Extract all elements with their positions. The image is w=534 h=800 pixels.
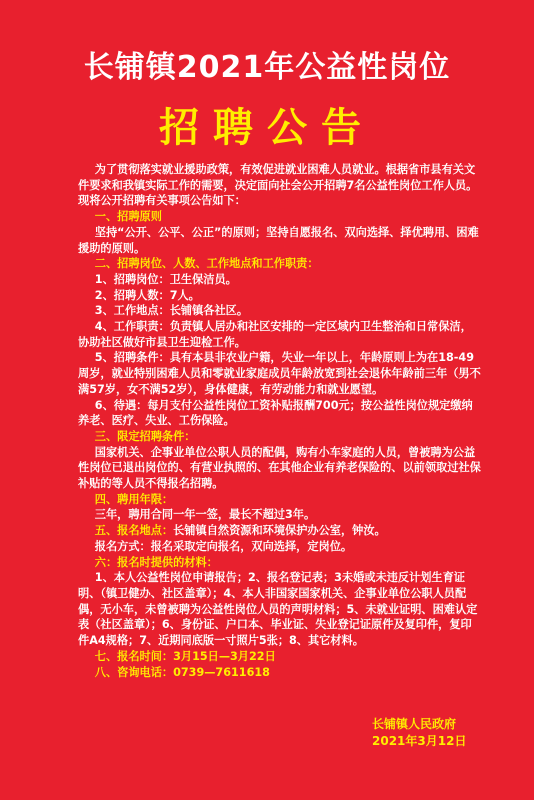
poster-subtitle: 招聘公告	[159, 104, 375, 151]
section-2-item: 6、待遇：每月支付公益性岗位工资补贴报酬700元；按公益性岗位规定缴纳养老、医疗、失业、工伤保险。	[78, 398, 473, 428]
poster-title: 长铺镇2021年公益性岗位	[83, 50, 451, 85]
section-2-item: 1、招聘岗位：卫生保洁员。	[94, 272, 237, 286]
section-4-text: 三年，聘用合同一年一签，最长不超过3年。	[94, 508, 316, 522]
section-2-item: 4、工作职责：负责镇人居办和社区安排的一定区域内卫生整治和日常保洁，协助社区做好市县卫生迎检工作。	[78, 320, 472, 349]
section-3-text: 国家机关、企事业单位公职人员的配偶，购有小车家庭的人员，曾被聘为公益性岗位已退出岗位的、有营业执照的、在其他企业有养老保险的、以前领取过社保补贴的等人员不得报名招聘。	[78, 445, 481, 491]
section-7-line: 七、报名时间：3月15日—3月22日	[94, 649, 276, 663]
section-1-heading: 一、招聘原则	[94, 210, 162, 224]
signature-date: 2021年3月12日	[372, 734, 467, 748]
section-4-heading: 四、聘用年限：	[94, 492, 174, 506]
announcement-body	[78, 162, 482, 680]
section-3-heading: 三、限定招聘条件：	[94, 429, 196, 443]
section-1-text: 坚持“公开、公平、公正”的原则；坚持自愿报名、双向选择、择优聘用、困难援助的原则。	[78, 225, 479, 255]
section-2-item: 5、招聘条件：具有本县非农业户籍，失业一年以上，年龄原则上为在18-49周岁，就业特别困难人员和零就业家庭成员年龄放宽到社会退休年龄前三年（男不满57岁，女不满52岁），身体健康，有劳动能力和就业愿望。	[78, 351, 481, 396]
signature-block	[372, 716, 492, 750]
section-5-heading: 五、报名地点：	[94, 524, 174, 538]
section-2-item: 2、招聘人数：7人。	[94, 288, 200, 302]
signature-org: 长铺镇人民政府	[372, 717, 457, 731]
section-2-item: 3、工作地点：长铺镇各社区。	[94, 304, 249, 318]
section-6-heading: 六：报名时提供的材料：	[94, 555, 218, 569]
section-5-method: 报名方式：报名采取定向报名，双向选择，定岗位。	[94, 539, 353, 553]
section-5-place: 长铺镇自然资源和环境保护办公室，钟汝。	[173, 524, 386, 538]
section-5-line	[78, 523, 482, 539]
section-2-heading: 二、招聘岗位、人数、工作地点和工作职责：	[94, 257, 319, 271]
section-8-line: 八、咨询电话：0739—7611618	[94, 665, 270, 679]
intro-paragraph: 为了贯彻落实就业援助政策，有效促进就业困难人员就业。根据省市县有关文件要求和我镇实际工作的需要，决定面向社会公开招聘7名公益性岗位工作人员。现将公开招聘有关事项公告如下：	[78, 163, 478, 208]
section-6-text: 1、本人公益性岗位申请报告；2、报名登记表；3未婚或未违反计划生育证明、（镇卫健办、社区盖章）；4、本人非国家国家机关、企事业单位公职人员配偶，无小车，未曾被聘为公益性岗位人员的声明材料；5、未就业证明、困难认定表（社区盖章）；6、身份证、户口本、毕业证、失业登记证原件及复印件，复印件A4规格；7、近期同底版一寸照片5张；8、其它材料。	[78, 571, 478, 648]
